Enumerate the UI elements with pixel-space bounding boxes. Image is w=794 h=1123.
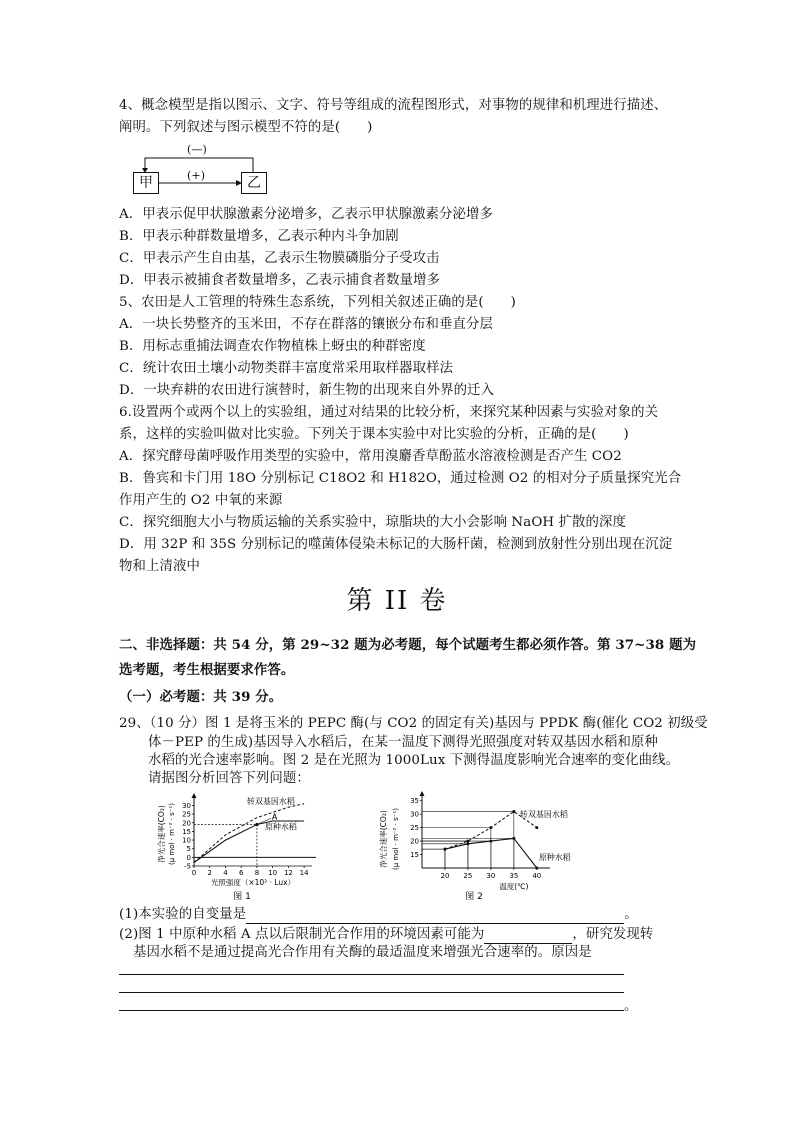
q29-line2: 体－PEP 的生成)基因导入水稻后，在某一温度下测得光照强度对转双基因水稻和原种 (148, 735, 658, 750)
q29-line4: 请据图分析回答下列问题： (148, 771, 310, 786)
fig1-x-tick-label: 14 (299, 869, 309, 877)
fig1-series-transgenic (194, 804, 304, 863)
fig2-x-tick-label: 40 (532, 872, 542, 880)
fig1-y-tick-label: 25 (182, 810, 191, 819)
box-yi: 乙 (241, 172, 267, 194)
fig2-caption: 图 2 (465, 892, 483, 902)
q4-stem-line2: 阐明。下列叙述与图示模型不符的是( ) (119, 120, 373, 135)
fig2-y-arrow (420, 791, 425, 796)
fig1-x-tick-label: 6 (238, 869, 244, 877)
fig1-point-a (255, 823, 258, 826)
q5-option-d: D．一块弃耕的农田进行演替时，新生物的出现来自外界的迁入 (119, 383, 495, 398)
fig1-x-axis-label: 光照强度（×10² · Lux） (210, 878, 296, 887)
fig1-caption: 图 1 (233, 892, 251, 902)
part2-line1: 二、非选择题：共 54 分，第 29~32 题为必考题，每个试题考生都必须作答。第 37~38 题为 (119, 637, 697, 653)
fig2-point-original (512, 837, 515, 840)
q29-sub2a-text: (2)图 1 中原种水稻 A 点以后限制光合作用的环境因素可能为 (119, 927, 485, 942)
answer-line-1[interactable] (119, 974, 624, 975)
q29-line3: 水稻的光合速率影响。图 2 是在光照为 1000Lux 下测得温度影响光合速率的变化曲线。 (148, 753, 680, 768)
fig1-x-tick-label: 0 (191, 869, 197, 877)
fig2-point-original (535, 867, 538, 870)
section-title: 第 II 卷 (346, 586, 448, 616)
q6-option-c: C．探究细胞大小与物质运输的关系实验中，琼脂块的大小会影响 NaOH 扩散的深度 (119, 515, 627, 530)
q4-option-d: D．甲表示被捕食者数量增多，乙表示捕食者数量增多 (119, 273, 441, 288)
fig1-point-a-label: A (271, 812, 278, 822)
fig1-x-tick-label: 12 (283, 869, 293, 877)
fig1-x-tick-label: 8 (254, 869, 260, 877)
q5-stem: 5、农田是人工管理的特殊生态系统，下列相关叙述正确的是( ) (119, 295, 517, 310)
fig1-y-arrow (192, 793, 197, 798)
fig2-point-original (489, 840, 492, 843)
fig1-y-tick-label: 30 (182, 801, 191, 810)
fig1-x-tick-label: 10 (268, 869, 278, 877)
fig2-point-transgenic (512, 810, 515, 813)
fig2-point-original (443, 848, 446, 851)
neg-label: (—) (187, 143, 207, 156)
fig2-x-tick-label: 25 (463, 872, 473, 880)
q4-option-c: C．甲表示产生自由基，乙表示生物膜磷脂分子受攻击 (119, 251, 440, 266)
fig2-point-original (466, 842, 469, 845)
answer-line-3[interactable] (119, 1010, 624, 1011)
fig2-y-tick-label: 25 (410, 824, 419, 833)
fig1-x-tick-label: 2 (207, 869, 212, 877)
fig1-y-axis-label: 净光合速率(CO₂) (157, 805, 166, 863)
fig1-y-tick-label: 10 (182, 836, 191, 845)
fig2-x-tick-label: 20 (440, 872, 450, 880)
pos-label: (+) (187, 169, 206, 182)
fig2-legend-transgenic: 转双基因水稻 (519, 809, 568, 819)
fig1-y-tick-label: 20 (182, 819, 191, 828)
q5-option-b: B．用标志重捕法调查农作物植株上蚜虫的种群密度 (119, 339, 426, 354)
fig1-y-tick-label: 0 (186, 853, 191, 862)
answer-blank-2[interactable] (484, 929, 572, 944)
fig2-y-tick-label: 35 (410, 797, 419, 806)
answer-blank-1[interactable] (246, 909, 624, 924)
q29-sub2a-end: ，研究发现转 (572, 927, 654, 942)
q29-sub1 (119, 906, 638, 924)
fig1-legend-transgenic: 转双基因水稻 (246, 797, 295, 806)
q6-stem-line2: 系，这样的实验叫做对比实验。下列关于课本实验中对比实验的分析，正确的是( ) (119, 427, 629, 442)
fig2-x-tick-label: 30 (486, 872, 496, 880)
fig2-y-axis-label: 净光合速率(CO₂) (379, 810, 388, 868)
q6-option-d-line1: D．用 32P 和 35S 分别标记的噬菌体侵染未标记的大肠杆菌，检测到放射性分别出现在沉淀 (119, 537, 673, 552)
q29-sub1-text: (1)本实验的自变量是 (119, 907, 247, 922)
part2-subheading: （一）必考题：共 39 分。 (119, 689, 283, 705)
fig1-x-tick-label: 4 (223, 869, 228, 877)
fig2-point-transgenic (489, 826, 492, 829)
fig2-legend-original: 原种水稻 (538, 852, 571, 862)
fig2-x-axis-label: 温度(℃) (499, 882, 529, 891)
fig1-legend-original: 原种水稻 (264, 822, 297, 832)
fig1-y-tick-label: 5 (186, 845, 191, 854)
fig2-y-tick-label: 15 (410, 851, 419, 860)
fig2-y-axis-unit: (μ mol · m⁻² · s⁻¹) (392, 807, 400, 871)
q6-option-a: A．探究酵母菌呼吸作用类型的实验中，常用溴麝香草酚蓝水溶液检测是否产生 CO2 (119, 449, 622, 464)
fig1-y-tick-label: -5 (184, 862, 191, 871)
q29-sub2a (119, 926, 653, 944)
q4-stem-line1: 4、概念模型是指以图示、文字、符号等组成的流程图形式，对事物的规律和机理进行描述、 (119, 98, 668, 113)
q4-option-b: B．甲表示种群数量增多，乙表示种内斗争加剧 (119, 229, 399, 244)
fig2-point-transgenic (466, 840, 469, 843)
figure-1-chart (150, 788, 325, 903)
q4-option-a: A．甲表示促甲状腺激素分泌增多，乙表示甲状腺激素分泌增多 (119, 207, 494, 222)
q6-option-b-line2: 作用产生的 O2 中氧的来源 (119, 493, 283, 508)
q5-option-c: C．统计农田土壤小动物类群丰富度常采用取样器取样法 (119, 361, 454, 376)
part2-line2: 选考题，考生根据要求作答。 (119, 662, 295, 678)
answer-end-mark: 。 (624, 999, 638, 1014)
q6-option-d-line2: 物和上清液中 (119, 559, 200, 574)
q6-option-b-line1: B．鲁宾和卡门用 18O 分别标记 C18O2 和 H182O，通过检测 O2 的相对分子质量探究光合 (119, 471, 682, 486)
fig2-y-tick-label: 20 (410, 837, 419, 846)
answer-line-2[interactable] (119, 992, 624, 993)
q29-sub1-end: 。 (624, 907, 638, 922)
fig1-y-axis-unit: (μ mol · m⁻² · s⁻¹) (168, 802, 176, 866)
fig1-y-tick-label: 15 (182, 827, 191, 836)
box-jia: 甲 (133, 172, 159, 194)
figure-2-chart (378, 788, 618, 903)
fig2-point-transgenic (535, 826, 538, 829)
fig2-x-tick-label: 35 (509, 872, 519, 880)
q29-line1: 29、（10 分）图 1 是将玉米的 PEPC 酶(与 CO2 的固定有关)基因与 PPDK 酶(催化 CO2 初级受 (119, 716, 708, 731)
q5-option-a: A．一块长势整齐的玉米田，不存在群落的镶嵌分布和垂直分层 (119, 317, 494, 332)
fig2-y-tick-label: 30 (410, 810, 419, 819)
q6-stem-line1: 6.设置两个或两个以上的实验组，通过对结果的比较分析，来探究某种因素与实验对象的关 (119, 405, 659, 420)
q29-sub2b: 基因水稻不是通过提高光合作用有关酶的最适温度来增强光合速率的。原因是 (133, 945, 592, 960)
